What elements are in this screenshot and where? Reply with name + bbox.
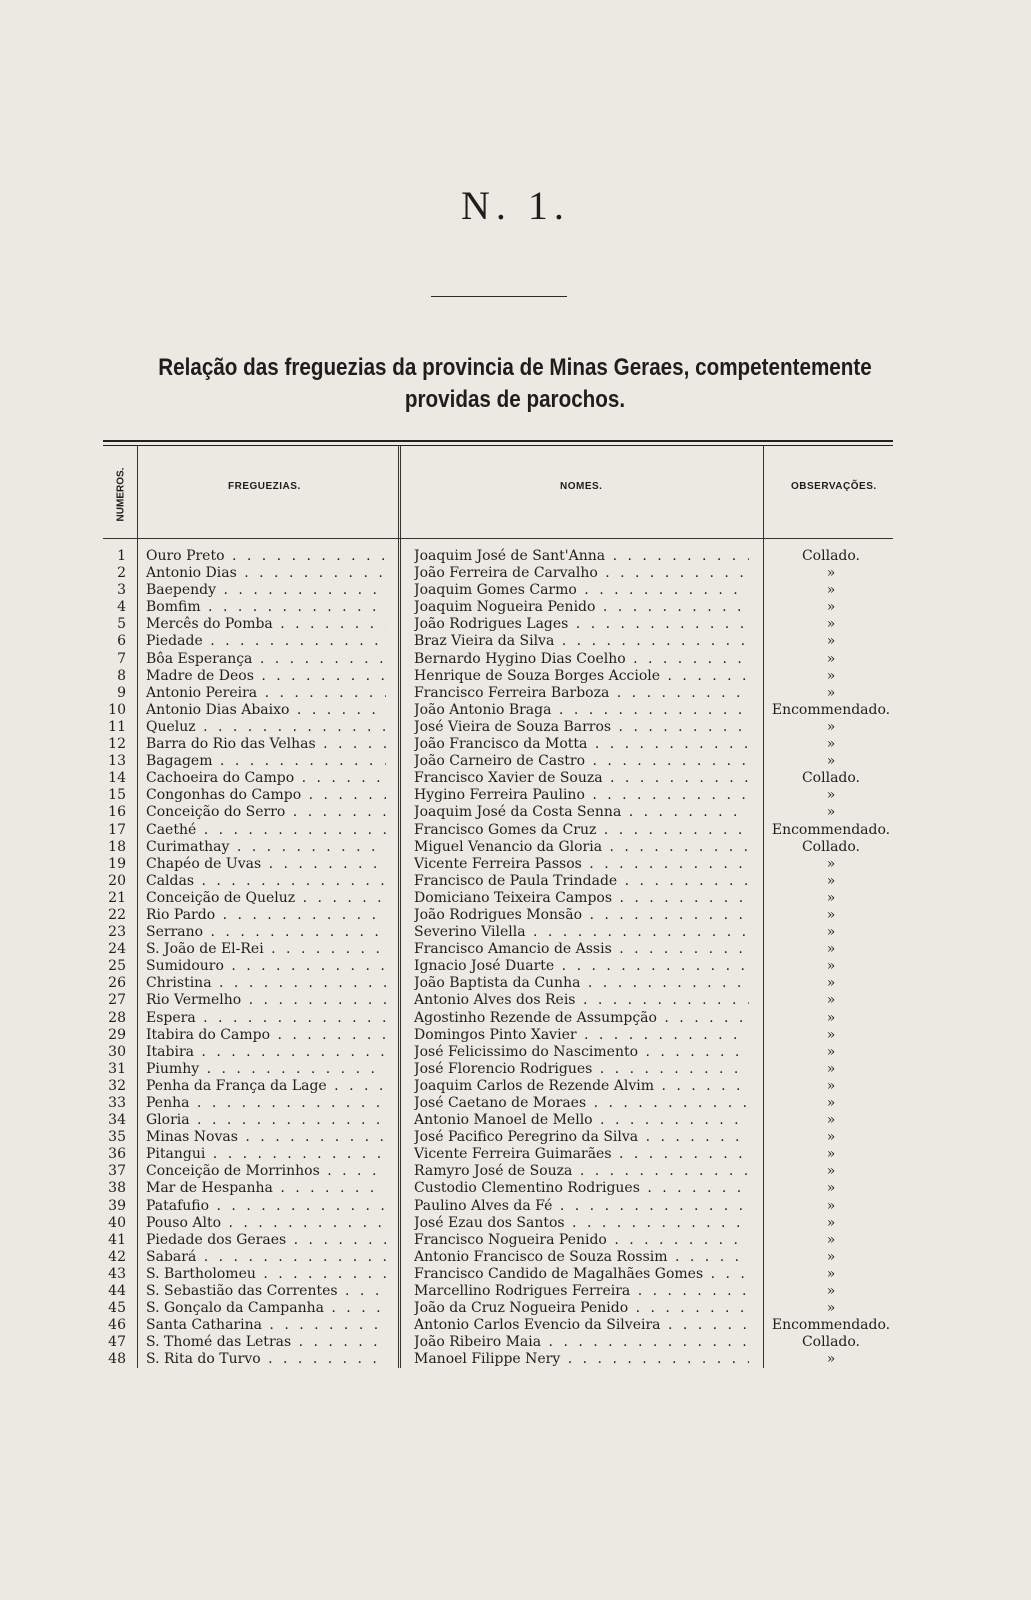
observation: » [826,1231,836,1248]
parish-table-body [0,548,1031,1369]
row-number: 40 [108,1214,126,1231]
row-number: 23 [108,924,126,941]
priest-name: José Vieira de Souza Barros . . . [414,719,749,736]
title-divider [431,296,567,297]
priest-name: Domingos Pinto Xavier . . . [414,1027,749,1044]
priest-name: Braz Vieira da Silva . . . [414,633,749,650]
parish-name: Curimathay . . . [146,839,386,856]
row-number: 8 [117,667,126,684]
parish-name: Antonio Dias Abaixo . . . [146,702,386,719]
table-row [0,1044,1031,1061]
parish-name: S. Rita do Turvo . . . [146,1351,386,1368]
table-row [0,565,1031,582]
observation: Encommendado. [771,701,891,718]
row-number: 15 [108,787,126,804]
parish-name: Chapéo de Uvas . . . [146,856,386,873]
observation: » [826,1129,836,1146]
observation: » [826,855,836,872]
observation: » [826,975,836,992]
priest-name: Miguel Venancio da Gloria . . . [414,839,749,856]
observation: » [826,718,836,735]
table-row [0,753,1031,770]
table-row [0,548,1031,565]
row-number: 14 [108,770,126,787]
table-row [0,1232,1031,1249]
priest-name: Joaquim Gomes Carmo . . . [414,582,749,599]
table-row [0,582,1031,599]
document-title: Relação das freguezias da provincia de Minas Geraes, competentemente providas de parochos. [158,354,872,413]
parish-name: Itabira do Campo . . . [146,1027,386,1044]
priest-name: Agostinho Rezende de Assumpção . . . [414,1010,749,1027]
priest-name: Ramyro José de Souza . . . [414,1163,749,1180]
priest-name: Domiciano Teixeira Campos . . . [414,890,749,907]
table-row [0,770,1031,787]
table-row [0,1334,1031,1351]
priest-name: João Ribeiro Maia . . . [414,1334,749,1351]
parish-name: Penha da França da Lage . . . [146,1078,386,1095]
priest-name: Francisco Gomes da Cruz . . . [414,822,749,839]
observation: Encommendado. [771,1317,891,1334]
observation: » [826,565,836,582]
priest-name: João da Cruz Nogueira Penido . . . [414,1300,749,1317]
parish-name: Caethé . . . [146,822,386,839]
observation: Collado. [801,770,861,787]
row-number: 7 [117,650,126,667]
priest-name: Vicente Ferreira Guimarães . . . [414,1146,749,1163]
observation: » [826,633,836,650]
row-number: 1 [117,548,126,564]
priest-name: Hygino Ferreira Paulino . . . [414,787,749,804]
priest-name: Antonio Carlos Evencio da Silveira . . . [414,1317,749,1334]
priest-name: Francisco Ferreira Barboza . . . [414,685,749,702]
priest-name: José Florencio Rodrigues . . . [414,1061,749,1078]
table-row [0,992,1031,1009]
parish-name: Pitangui . . . [146,1146,386,1163]
table-row [0,702,1031,719]
observation: » [826,1248,836,1265]
observation: » [826,1060,836,1077]
parish-name: Santa Catharina . . . [146,1317,386,1334]
table-row [0,1317,1031,1334]
priest-name: João Baptista da Cunha . . . [414,975,749,992]
header-numeros-label: NUMEROS. [115,467,127,521]
row-number: 3 [117,582,126,599]
table-top-rule-thin [103,445,893,446]
table-row [0,873,1031,890]
priest-name: Joaquim Carlos de Rezende Alvim . . . [414,1078,749,1095]
observation: » [826,1043,836,1060]
observation: » [826,1180,836,1197]
row-number: 35 [108,1129,126,1146]
parish-name: Queluz . . . [146,719,386,736]
parish-name: Mar de Hespanha . . . [146,1180,386,1197]
table-row [0,924,1031,941]
priest-name: Antonio Alves dos Reis . . . [414,992,749,1009]
table-row [0,907,1031,924]
priest-name: Francisco Candido de Magalhães Gomes . . . [414,1266,749,1283]
table-top-rule [103,440,893,442]
row-number: 24 [108,941,126,958]
observation: » [826,667,836,684]
parish-name: Conceição de Morrinhos . . . [146,1163,386,1180]
parish-name: S. Thomé das Letras . . . [146,1334,386,1351]
observation: » [826,1163,836,1180]
table-row [0,1146,1031,1163]
observation: » [826,924,836,941]
priest-name: Ignacio José Duarte . . . [414,958,749,975]
parish-name: Penha . . . [146,1095,386,1112]
table-row [0,1180,1031,1197]
row-number: 36 [108,1146,126,1163]
parish-name: Antonio Pereira . . . [146,685,386,702]
priest-name: Henrique de Souza Borges Acciole . . . [414,668,749,685]
table-row [0,599,1031,616]
row-number: 11 [108,718,126,735]
priest-name: Joaquim José de Sant'Anna . . . [414,548,749,565]
table-row [0,1215,1031,1232]
row-number: 19 [108,855,126,872]
header-numeros [104,458,138,530]
table-row [0,839,1031,856]
row-number: 28 [108,1009,126,1026]
observation: » [826,1351,836,1368]
parish-name: Pouso Alto . . . [146,1215,386,1232]
parish-name: Itabira . . . [146,1044,386,1061]
parish-name: Bôa Esperança . . . [146,651,386,668]
row-number: 39 [108,1197,126,1214]
parish-name: Bomfim . . . [146,599,386,616]
observation: » [826,1265,836,1282]
priest-name: João Francisco da Motta . . . [414,736,749,753]
table-row [0,1300,1031,1317]
row-number: 42 [108,1248,126,1265]
row-number: 37 [108,1163,126,1180]
row-number: 16 [108,804,126,821]
row-number: 27 [108,992,126,1009]
table-row [0,668,1031,685]
priest-name: João Antonio Braga . . . [414,702,749,719]
row-number: 44 [108,1283,126,1300]
row-number: 30 [108,1043,126,1060]
priest-name: Manoel Filippe Nery . . . [414,1351,749,1368]
row-number: 6 [117,633,126,650]
priest-name: José Ezau dos Santos . . . [414,1215,749,1232]
priest-name: Marcellino Rodrigues Ferreira . . . [414,1283,749,1300]
priest-name: José Pacifico Peregrino da Silva . . . [414,1129,749,1146]
parish-name: Bagagem . . . [146,753,386,770]
table-row [0,941,1031,958]
row-number: 43 [108,1265,126,1282]
row-number: 10 [108,701,126,718]
observation: » [826,872,836,889]
table-row [0,1283,1031,1300]
observation: » [826,941,836,958]
parish-name: Piedade dos Geraes . . . [146,1232,386,1249]
priest-name: Francisco Nogueira Penido . . . [414,1232,749,1249]
table-row [0,1027,1031,1044]
parish-name: Minas Novas . . . [146,1129,386,1146]
row-number: 34 [108,1112,126,1129]
observation: » [826,1095,836,1111]
observation: » [826,616,836,633]
parish-name: Congonhas do Campo . . . [146,787,386,804]
priest-name: Francisco de Paula Trindade . . . [414,873,749,890]
table-row [0,1010,1031,1027]
header-freguezias: FREGUEZIAS. [228,481,301,492]
priest-name: Vicente Ferreira Passos . . . [414,856,749,873]
observation: Collado. [801,1334,861,1351]
parish-name: Mercês do Pomba . . . [146,616,386,633]
parish-name: Gloria . . . [146,1112,386,1129]
priest-name: Francisco Xavier de Souza . . . [414,770,749,787]
table-row [0,804,1031,821]
table-row [0,1112,1031,1129]
observation: » [826,787,836,804]
observation: » [826,599,836,616]
row-number: 31 [108,1060,126,1077]
row-number: 18 [108,838,126,855]
table-row [0,787,1031,804]
observation: Collado. [801,838,861,855]
observation: » [826,906,836,923]
parish-name: Piedade . . . [146,633,386,650]
parish-name: Patafufio . . . [146,1198,386,1215]
observation: » [826,1009,836,1026]
observation: » [826,1146,836,1163]
row-number: 17 [108,821,126,838]
table-row [0,890,1031,907]
observation: » [826,804,836,821]
priest-name: Antonio Manoel de Mello . . . [414,1112,749,1129]
observation: » [826,889,836,906]
row-number: 47 [108,1334,126,1351]
parish-name: Baependy . . . [146,582,386,599]
parish-name: Conceição do Serro . . . [146,804,386,821]
parish-name: Ouro Preto . . . [146,548,386,565]
row-number: 46 [108,1317,126,1334]
observation: » [826,753,836,770]
observation: » [826,1112,836,1129]
parish-name: S. João de El-Rei . . . [146,941,386,958]
table-row [0,1198,1031,1215]
parish-name: Madre de Deos . . . [146,668,386,685]
row-number: 26 [108,975,126,992]
row-number: 48 [108,1351,126,1368]
table-row [0,1095,1031,1112]
table-row [0,975,1031,992]
parish-name: Cachoeira do Campo . . . [146,770,386,787]
priest-name: Bernardo Hygino Dias Coelho . . . [414,651,749,668]
priest-name: Custodio Clementino Rodrigues . . . [414,1180,749,1197]
observation: » [826,1300,836,1317]
row-number: 5 [117,616,126,633]
parish-name: S. Bartholomeu . . . [146,1266,386,1283]
parish-name: S. Sebastião das Correntes . . . [146,1283,386,1300]
table-row [0,719,1031,736]
priest-name: Francisco Amancio de Assis . . . [414,941,749,958]
row-number: 38 [108,1180,126,1197]
table-row [0,736,1031,753]
observation: » [826,582,836,599]
parish-name: Christina . . . [146,975,386,992]
parish-name: Piumhy . . . [146,1061,386,1078]
table-header-rule [103,538,893,539]
row-number: 21 [108,889,126,906]
table-row [0,1351,1031,1368]
priest-name: João Rodrigues Lages . . . [414,616,749,633]
parish-name: Rio Vermelho . . . [146,992,386,1009]
row-number: 12 [108,736,126,753]
parish-name: Rio Pardo . . . [146,907,386,924]
observation: » [826,1026,836,1043]
table-row [0,856,1031,873]
table-row [0,1249,1031,1266]
priest-name: Paulino Alves da Fé . . . [414,1198,749,1215]
table-row [0,685,1031,702]
priest-name: José Caetano de Moraes . . . [414,1095,749,1112]
priest-name: Antonio Francisco de Souza Rossim . . . [414,1249,749,1266]
priest-name: Joaquim Nogueira Penido . . . [414,599,749,616]
priest-name: João Rodrigues Monsão . . . [414,907,749,924]
table-row [0,633,1031,650]
row-number: 33 [108,1095,126,1111]
row-number: 41 [108,1231,126,1248]
priest-name: Joaquim José da Costa Senna . . . [414,804,749,821]
priest-name: Severino Vilella . . . [414,924,749,941]
header-observacoes: OBSERVAÇÕES. [791,481,877,492]
parish-name: Sabará . . . [146,1249,386,1266]
row-number: 29 [108,1026,126,1043]
row-number: 25 [108,958,126,975]
header-nomes: NOMES. [560,481,603,492]
row-number: 4 [117,599,126,616]
page-number: N. 1. [461,183,570,228]
row-number: 9 [117,684,126,701]
table-row [0,1078,1031,1095]
table-row [0,651,1031,668]
observation: » [826,992,836,1009]
observation: » [826,1214,836,1231]
parish-name: Serrano . . . [146,924,386,941]
table-row [0,1266,1031,1283]
observation: » [826,958,836,975]
priest-name: João Ferreira de Carvalho . . . [414,565,749,582]
observation: » [826,1077,836,1094]
row-number: 45 [108,1300,126,1317]
table-row [0,1061,1031,1078]
observation: » [826,736,836,753]
priest-name: José Felicissimo do Nascimento . . . [414,1044,749,1061]
parish-name: Espera . . . [146,1010,386,1027]
observation: » [826,650,836,667]
row-number: 20 [108,872,126,889]
parish-name: Barra do Rio das Velhas . . . [146,736,386,753]
observation: » [826,684,836,701]
parish-name: Caldas . . . [146,873,386,890]
observation: Collado. [801,548,861,564]
row-number: 2 [117,565,126,582]
row-number: 32 [108,1077,126,1094]
row-number: 13 [108,753,126,770]
observation: » [826,1197,836,1214]
parish-name: S. Gonçalo da Campanha . . . [146,1300,386,1317]
row-number: 22 [108,906,126,923]
parish-name: Conceição de Queluz . . . [146,890,386,907]
table-row [0,1163,1031,1180]
observation: » [826,1283,836,1300]
parish-name: Antonio Dias . . . [146,565,386,582]
table-row [0,822,1031,839]
table-row [0,1129,1031,1146]
parish-name: Sumidouro . . . [146,958,386,975]
table-row [0,958,1031,975]
table-row [0,616,1031,633]
priest-name: João Carneiro de Castro . . . [414,753,749,770]
observation: Encommendado. [771,821,891,838]
